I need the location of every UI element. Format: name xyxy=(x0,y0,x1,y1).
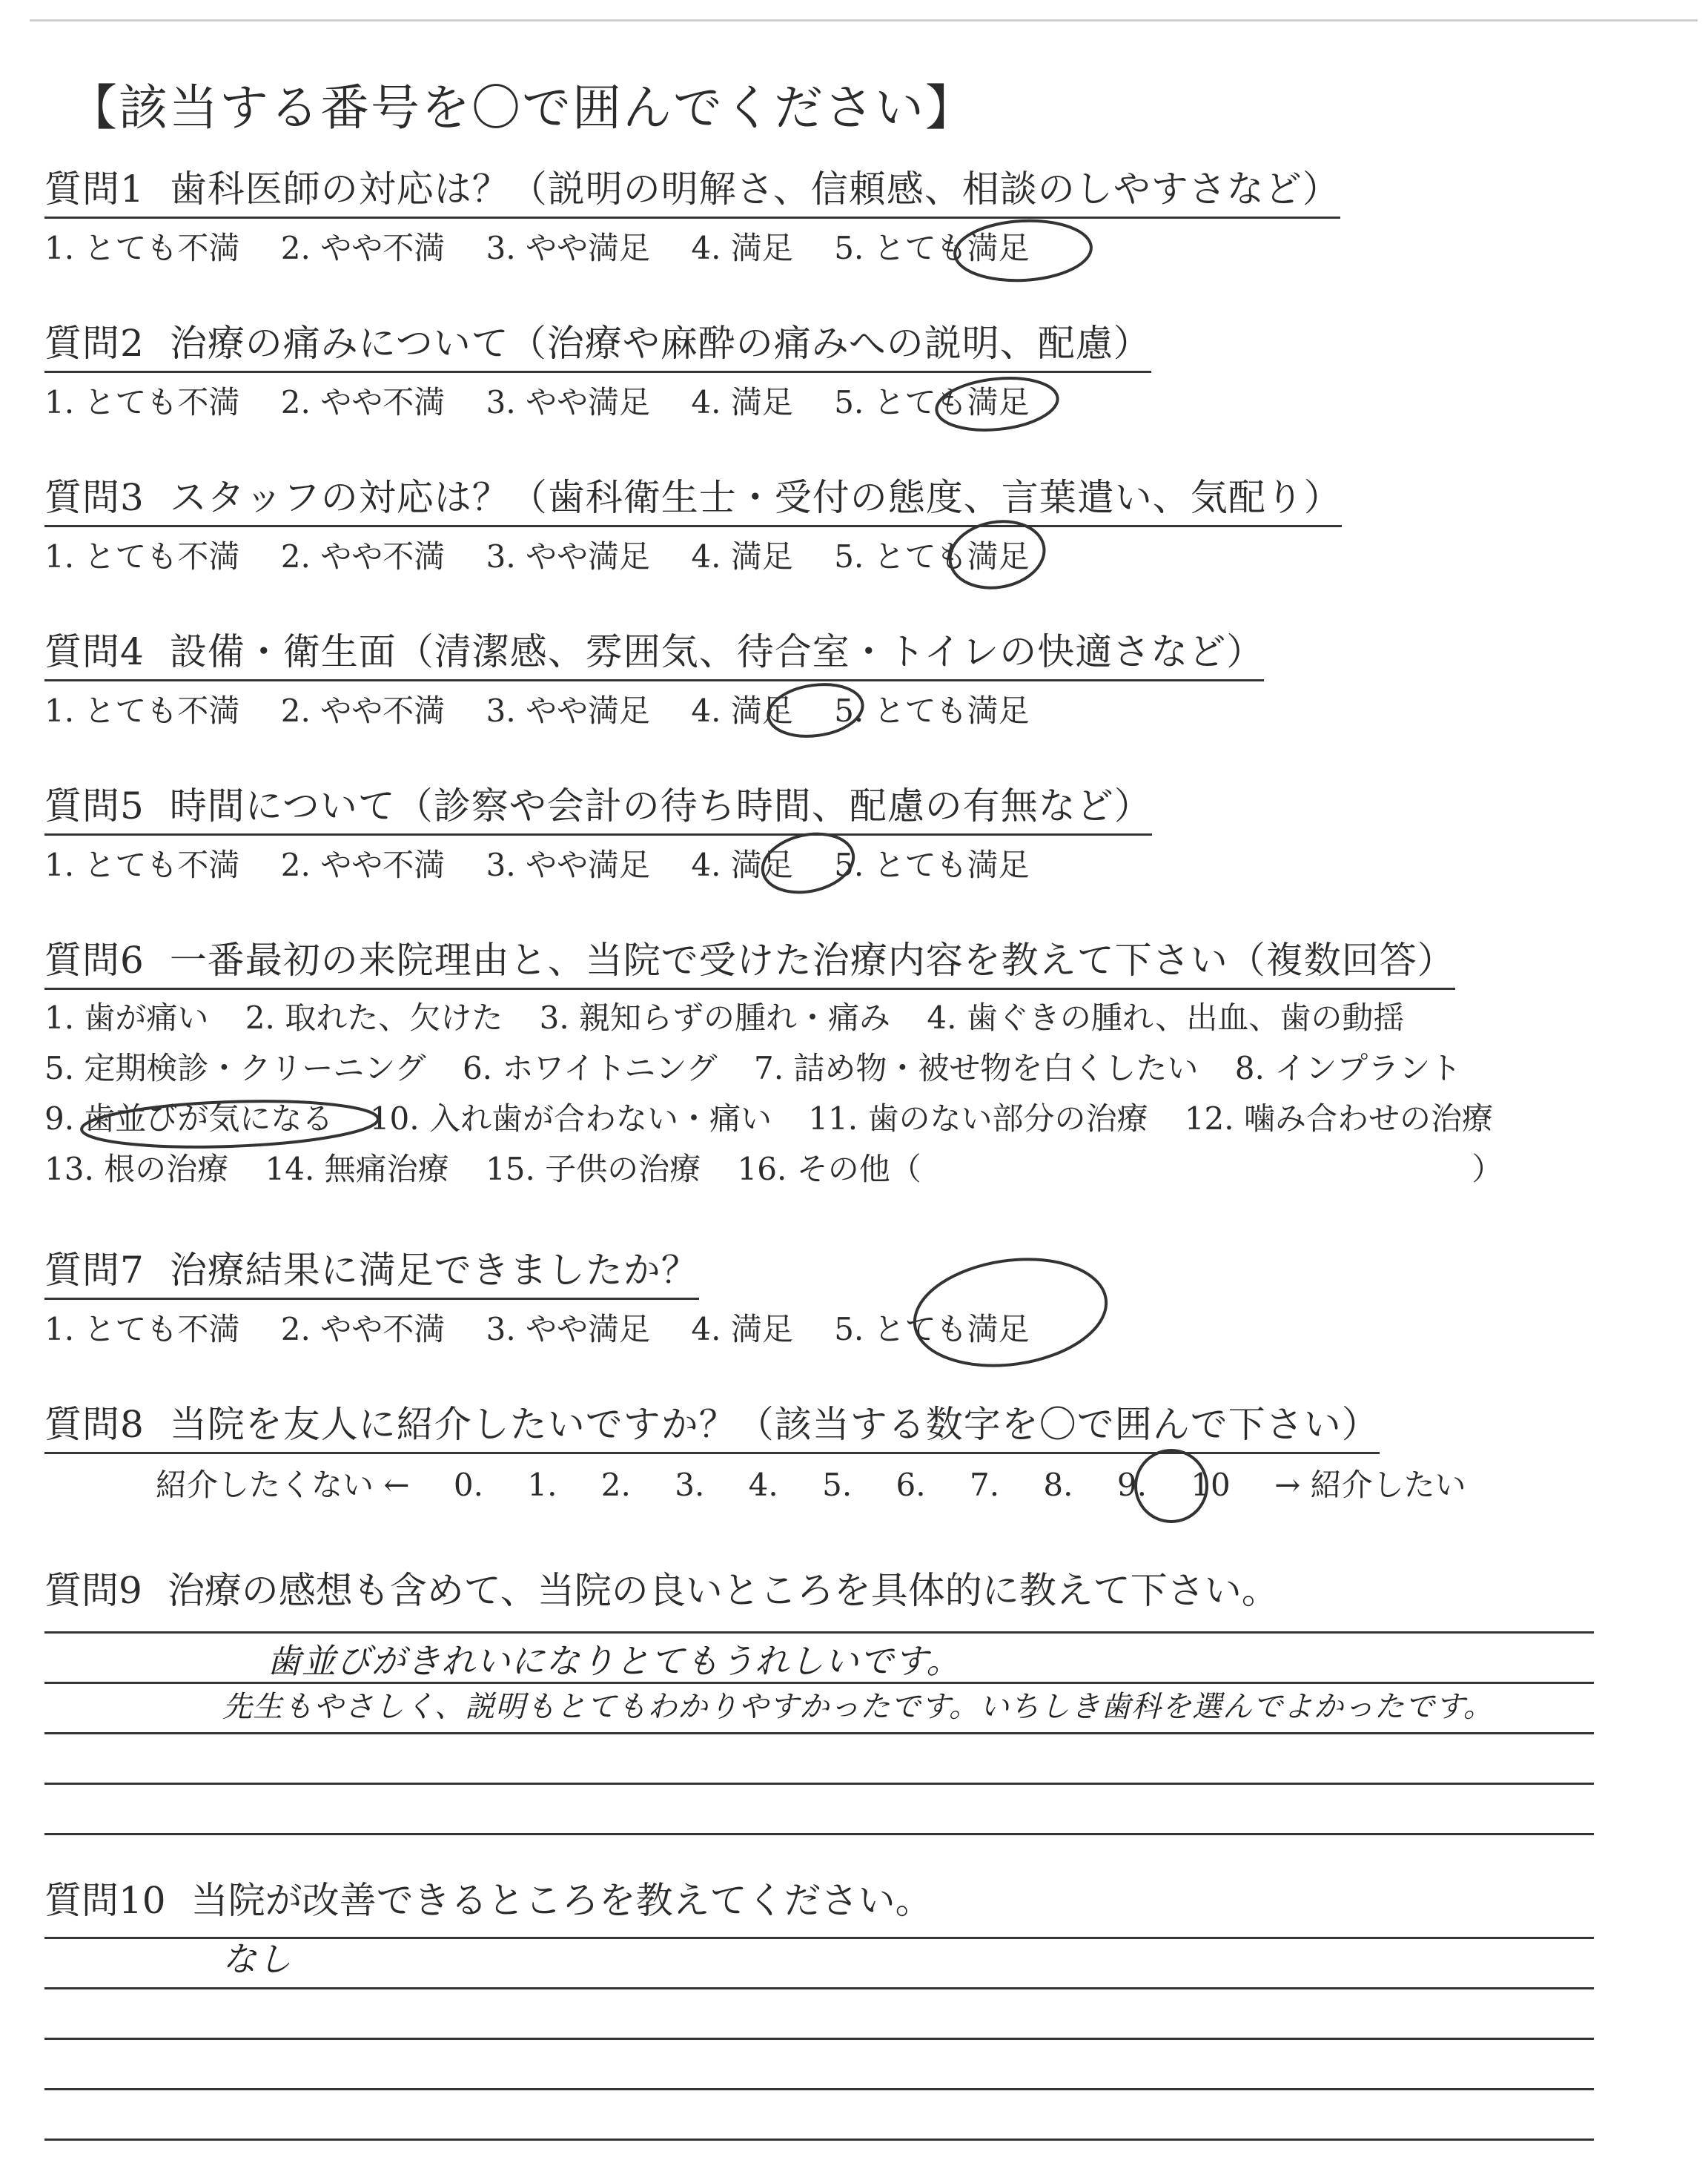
q6-option-10[interactable]: 10. 入れ歯が合わない・痛い xyxy=(369,1100,772,1137)
question-10-text: 当院が改善できるところを教えてください。 xyxy=(191,1879,933,1922)
question-2-number: 質問2 xyxy=(44,322,145,365)
question-3-text: スタッフの対応は？（歯科衛生士・受付の態度、言葉遣い、気配り） xyxy=(169,476,1342,519)
question-1-options xyxy=(44,226,1340,271)
q6-option-14[interactable]: 14. 無痛治療 xyxy=(265,1151,449,1187)
question-6-number: 質問6 xyxy=(44,939,145,982)
q1-option-3[interactable]: 3. やや満足 xyxy=(486,230,651,266)
q5-option-3[interactable]: 3. やや満足 xyxy=(486,847,651,883)
question-9-text: 治療の感想も含めて、当院の良いところを具体的に教えて下さい。 xyxy=(167,1569,1279,1612)
question-5-number: 質問5 xyxy=(44,785,145,828)
q8-scale-8[interactable]: 8. xyxy=(1043,1467,1073,1503)
q6-option-11[interactable]: 11. 歯のない部分の治療 xyxy=(808,1100,1148,1137)
q10-answer-line-2 xyxy=(44,1987,1594,1989)
q10-answer-line-5 xyxy=(44,2138,1594,2141)
q9-answer-text-2[interactable]: 先生もやさしく、説明もとてもわかりやすかったです。いちしき歯科を選んでよかったです。 xyxy=(222,1690,1494,1724)
q2-option-1[interactable]: 1. とても不満 xyxy=(44,384,240,420)
q2-option-5[interactable]: 5. とても満足 xyxy=(834,384,1030,420)
q8-scale xyxy=(44,1463,1500,1507)
q8-right-label: → 紹介したい xyxy=(1274,1467,1466,1503)
q4-option-1[interactable]: 1. とても不満 xyxy=(44,693,240,729)
question-10-heading xyxy=(44,1876,933,1925)
question-2-text: 治療の痛みについて（治療や麻酔の痛みへの説明、配慮） xyxy=(169,322,1151,365)
q8-scale-3[interactable]: 3. xyxy=(675,1467,705,1503)
question-9-heading xyxy=(44,1566,1279,1615)
q3-option-1[interactable]: 1. とても不満 xyxy=(44,538,240,575)
q5-option-1[interactable]: 1. とても不満 xyxy=(44,847,240,883)
q8-scale-6[interactable]: 6. xyxy=(896,1467,926,1503)
question-2-heading xyxy=(44,319,1151,373)
q10-answer-text[interactable]: なし xyxy=(222,1939,292,1979)
question-6-heading xyxy=(44,936,1455,990)
question-4-heading xyxy=(44,627,1264,681)
question-4-options xyxy=(44,689,1264,733)
q10-answer-line-4 xyxy=(44,2088,1594,2090)
q6-option-8[interactable]: 8. インプラント xyxy=(1234,1050,1462,1086)
q6-row-4 xyxy=(44,1147,1520,1192)
q6-option-2[interactable]: 2. 取れた、欠けた xyxy=(245,1000,503,1036)
question-1 xyxy=(44,165,1340,271)
q6-other-close: ） xyxy=(1472,1151,1503,1187)
q9-answer-text-1[interactable]: 歯並びがきれいになりとてもうれしいです。 xyxy=(267,1641,961,1681)
question-10 xyxy=(44,1876,933,1925)
question-7-text: 治療結果に満足できましたか？ xyxy=(169,1249,699,1292)
q5-option-5[interactable]: 5. とても満足 xyxy=(834,847,1030,883)
question-1-text: 歯科医師の対応は？（説明の明解さ、信頼感、相談のしやすさなど） xyxy=(169,168,1340,211)
question-10-number: 質問10 xyxy=(44,1879,166,1922)
q3-option-5[interactable]: 5. とても満足 xyxy=(834,538,1030,575)
q3-option-4[interactable]: 4. 満足 xyxy=(691,538,793,575)
q1-option-4[interactable]: 4. 満足 xyxy=(691,230,793,266)
q9-answer-line-5 xyxy=(44,1833,1594,1835)
question-3-number: 質問3 xyxy=(44,476,145,519)
question-7-options xyxy=(44,1307,1061,1352)
q2-option-3[interactable]: 3. やや満足 xyxy=(486,384,651,420)
question-3-heading xyxy=(44,473,1342,527)
q8-scale-10[interactable]: 10 xyxy=(1191,1467,1231,1503)
question-8-heading xyxy=(44,1400,1380,1454)
question-4-number: 質問4 xyxy=(44,630,145,673)
question-7-heading xyxy=(44,1246,699,1300)
q4-option-4[interactable]: 4. 満足 xyxy=(691,693,793,729)
q8-scale-1[interactable]: 1. xyxy=(527,1467,557,1503)
q6-option-4[interactable]: 4. 歯ぐきの腫れ、出血、歯の動揺 xyxy=(927,1000,1405,1036)
question-5 xyxy=(44,782,1152,888)
q8-scale-7[interactable]: 7. xyxy=(969,1467,1000,1503)
question-3 xyxy=(44,473,1342,579)
q6-option-1[interactable]: 1. 歯が痛い xyxy=(44,1000,209,1036)
q6-option-5[interactable]: 5. 定期検診・クリーニング xyxy=(44,1050,426,1086)
q6-row-3 xyxy=(44,1097,1520,1141)
q8-left-label: 紹介したくない ← xyxy=(156,1467,410,1503)
q6-option-12[interactable]: 12. 噛み合わせの治療 xyxy=(1184,1100,1493,1137)
question-6 xyxy=(44,936,1520,1192)
question-5-text: 時間について（診察や会計の待ち時間、配慮の有無など） xyxy=(169,785,1152,828)
q8-scale-9[interactable]: 9. xyxy=(1116,1467,1147,1503)
q7-option-5[interactable]: 5. とても満足 xyxy=(834,1311,1030,1347)
q7-option-2[interactable]: 2. やや不満 xyxy=(280,1311,446,1347)
question-9 xyxy=(44,1566,1279,1615)
question-4-text: 設備・衛生面（清潔感、雰囲気、待合室・トイレの快適さなど） xyxy=(169,630,1265,673)
q1-option-1[interactable]: 1. とても不満 xyxy=(44,230,240,266)
q5-option-2[interactable]: 2. やや不満 xyxy=(280,847,446,883)
q8-scale-0[interactable]: 0. xyxy=(453,1467,483,1503)
page-title: 【該当する番号を〇で囲んでください】 xyxy=(68,79,976,136)
top-border xyxy=(30,19,1698,22)
q2-option-4[interactable]: 4. 満足 xyxy=(691,384,793,420)
q8-scale-5[interactable]: 5. xyxy=(822,1467,853,1503)
q1-option-2[interactable]: 2. やや不満 xyxy=(280,230,446,266)
q6-row-2 xyxy=(44,1046,1520,1091)
q3-option-2[interactable]: 2. やや不満 xyxy=(280,538,446,575)
q4-option-3[interactable]: 3. やや満足 xyxy=(486,693,651,729)
q6-option-16[interactable]: 16. その他（ xyxy=(737,1151,921,1187)
question-7 xyxy=(44,1246,1061,1352)
q9-answer-line-4 xyxy=(44,1783,1594,1785)
question-7-number: 質問7 xyxy=(44,1249,145,1292)
q8-scale-4[interactable]: 4. xyxy=(748,1467,778,1503)
q3-option-3[interactable]: 3. やや満足 xyxy=(486,538,651,575)
question-8 xyxy=(44,1400,1500,1507)
question-2-options xyxy=(44,380,1151,425)
q8-scale-2[interactable]: 2. xyxy=(600,1467,631,1503)
question-5-options xyxy=(44,843,1152,888)
question-5-heading xyxy=(44,782,1152,836)
question-1-heading xyxy=(44,165,1340,219)
question-1-number: 質問1 xyxy=(44,168,145,211)
question-6-text: 一番最初の来院理由と、当院で受けた治療内容を教えて下さい（複数回答） xyxy=(169,939,1455,982)
q6-option-13[interactable]: 13. 根の治療 xyxy=(44,1151,229,1187)
q2-option-2[interactable]: 2. やや不満 xyxy=(280,384,446,420)
q4-option-2[interactable]: 2. やや不満 xyxy=(280,693,446,729)
q7-option-3[interactable]: 3. やや満足 xyxy=(486,1311,651,1347)
question-2 xyxy=(44,319,1151,425)
q6-option-15[interactable]: 15. 子供の治療 xyxy=(486,1151,701,1187)
q6-row-1 xyxy=(44,996,1520,1040)
q4-option-5[interactable]: 5. とても満足 xyxy=(834,693,1030,729)
question-8-number: 質問8 xyxy=(44,1403,145,1446)
q6-option-3[interactable]: 3. 親知らずの腫れ・痛み xyxy=(539,1000,891,1036)
q9-answer-line-1 xyxy=(44,1631,1594,1634)
q7-option-4[interactable]: 4. 満足 xyxy=(691,1311,793,1347)
q6-option-6[interactable]: 6. ホワイトニング xyxy=(462,1050,718,1086)
q5-option-4[interactable]: 4. 満足 xyxy=(691,847,793,883)
q6-option-9[interactable]: 9. 歯並びが気になる xyxy=(44,1100,334,1137)
question-4 xyxy=(44,627,1264,733)
q10-answer-line-3 xyxy=(44,2038,1594,2040)
q9-answer-line-3 xyxy=(44,1732,1594,1734)
q1-option-5[interactable]: 5. とても満足 xyxy=(834,230,1030,266)
question-8-text: 当院を友人に紹介したいですか？（該当する数字を〇で囲んで下さい） xyxy=(169,1403,1380,1446)
question-3-options xyxy=(44,535,1342,579)
q7-option-1[interactable]: 1. とても不満 xyxy=(44,1311,240,1347)
q6-option-7[interactable]: 7. 詰め物・被せ物を白くしたい xyxy=(753,1050,1199,1086)
question-9-number: 質問9 xyxy=(44,1569,142,1612)
